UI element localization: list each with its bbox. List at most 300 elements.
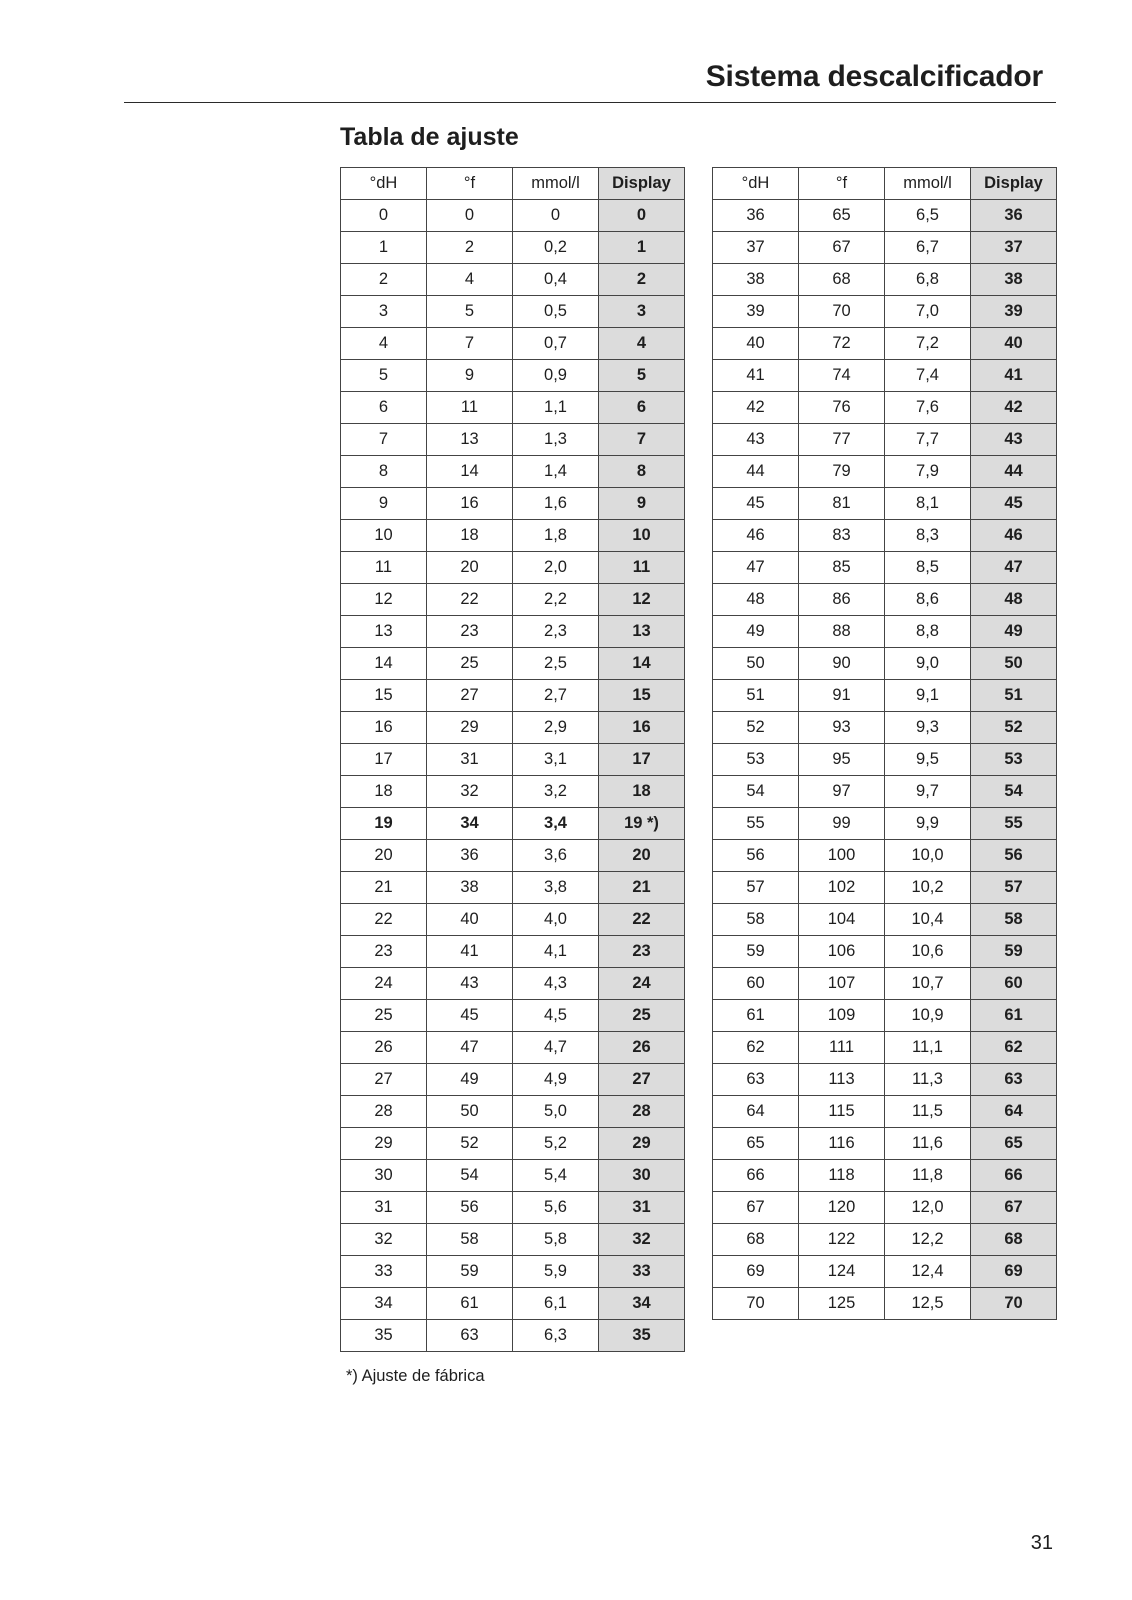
table-row — [713, 200, 1057, 232]
cell-dh: 64 — [713, 1096, 799, 1128]
cell-dh: 14 — [341, 648, 427, 680]
table-row — [341, 360, 685, 392]
cell-mmol: 6,3 — [513, 1320, 599, 1352]
cell-display: 36 — [971, 200, 1057, 232]
cell-f: 91 — [799, 680, 885, 712]
cell-display: 16 — [599, 712, 685, 744]
cell-mmol: 11,3 — [885, 1064, 971, 1096]
cell-dh: 36 — [713, 200, 799, 232]
cell-dh: 3 — [341, 296, 427, 328]
table-row — [341, 1224, 685, 1256]
column-header-display: Display — [971, 168, 1057, 200]
section-title: Tabla de ajuste — [340, 123, 519, 151]
table-row — [341, 840, 685, 872]
cell-f: 52 — [427, 1128, 513, 1160]
cell-dh: 32 — [341, 1224, 427, 1256]
table-row — [713, 1160, 1057, 1192]
table-row — [341, 680, 685, 712]
cell-f: 83 — [799, 520, 885, 552]
cell-mmol: 6,5 — [885, 200, 971, 232]
cell-dh: 55 — [713, 808, 799, 840]
cell-display: 11 — [599, 552, 685, 584]
cell-dh: 68 — [713, 1224, 799, 1256]
cell-mmol: 4,3 — [513, 968, 599, 1000]
cell-display: 56 — [971, 840, 1057, 872]
cell-display: 51 — [971, 680, 1057, 712]
cell-mmol: 6,8 — [885, 264, 971, 296]
cell-f: 74 — [799, 360, 885, 392]
cell-dh: 20 — [341, 840, 427, 872]
cell-dh: 1 — [341, 232, 427, 264]
cell-mmol: 8,8 — [885, 616, 971, 648]
cell-display: 70 — [971, 1288, 1057, 1320]
table-row — [341, 1128, 685, 1160]
cell-mmol: 5,9 — [513, 1256, 599, 1288]
cell-dh: 54 — [713, 776, 799, 808]
cell-f: 113 — [799, 1064, 885, 1096]
table-row — [713, 840, 1057, 872]
cell-mmol: 3,6 — [513, 840, 599, 872]
cell-mmol: 12,4 — [885, 1256, 971, 1288]
cell-dh: 65 — [713, 1128, 799, 1160]
cell-f: 125 — [799, 1288, 885, 1320]
cell-display: 65 — [971, 1128, 1057, 1160]
cell-dh: 0 — [341, 200, 427, 232]
cell-f: 72 — [799, 328, 885, 360]
table-row — [713, 1064, 1057, 1096]
cell-display: 10 — [599, 520, 685, 552]
cell-f: 109 — [799, 1000, 885, 1032]
column-header-mmol: mmol/l — [885, 168, 971, 200]
cell-mmol: 5,6 — [513, 1192, 599, 1224]
table-row — [341, 1192, 685, 1224]
cell-mmol: 0 — [513, 200, 599, 232]
cell-mmol: 2,2 — [513, 584, 599, 616]
table-row — [341, 392, 685, 424]
table-row — [341, 264, 685, 296]
cell-dh: 62 — [713, 1032, 799, 1064]
cell-dh: 37 — [713, 232, 799, 264]
cell-display: 34 — [599, 1288, 685, 1320]
adjustment-table-right — [712, 167, 1057, 1320]
cell-mmol: 0,7 — [513, 328, 599, 360]
cell-mmol: 11,5 — [885, 1096, 971, 1128]
cell-display: 2 — [599, 264, 685, 296]
table-row — [713, 776, 1057, 808]
cell-mmol: 1,8 — [513, 520, 599, 552]
page-header-title: Sistema descalcificador — [705, 60, 1043, 93]
cell-mmol: 10,6 — [885, 936, 971, 968]
cell-f: 47 — [427, 1032, 513, 1064]
cell-f: 49 — [427, 1064, 513, 1096]
cell-dh: 33 — [341, 1256, 427, 1288]
table-row — [713, 456, 1057, 488]
table-row — [713, 968, 1057, 1000]
cell-dh: 8 — [341, 456, 427, 488]
table-row — [341, 808, 685, 840]
cell-f: 54 — [427, 1160, 513, 1192]
column-header-dh: °dH — [713, 168, 799, 200]
table-row — [341, 712, 685, 744]
cell-f: 95 — [799, 744, 885, 776]
cell-f: 27 — [427, 680, 513, 712]
cell-mmol: 0,5 — [513, 296, 599, 328]
cell-dh: 28 — [341, 1096, 427, 1128]
cell-f: 86 — [799, 584, 885, 616]
table-row — [341, 648, 685, 680]
footnote: *) Ajuste de fábrica — [346, 1367, 485, 1385]
cell-f: 120 — [799, 1192, 885, 1224]
cell-dh: 39 — [713, 296, 799, 328]
cell-display: 4 — [599, 328, 685, 360]
cell-dh: 46 — [713, 520, 799, 552]
table-row — [341, 1160, 685, 1192]
cell-f: 61 — [427, 1288, 513, 1320]
table-row — [713, 232, 1057, 264]
table-row — [341, 1064, 685, 1096]
table-row — [713, 328, 1057, 360]
cell-dh: 16 — [341, 712, 427, 744]
cell-dh: 69 — [713, 1256, 799, 1288]
table-row — [713, 648, 1057, 680]
cell-display: 54 — [971, 776, 1057, 808]
cell-display: 8 — [599, 456, 685, 488]
cell-dh: 38 — [713, 264, 799, 296]
header-divider — [124, 102, 1056, 103]
cell-dh: 6 — [341, 392, 427, 424]
cell-display: 39 — [971, 296, 1057, 328]
cell-dh: 57 — [713, 872, 799, 904]
cell-mmol: 0,9 — [513, 360, 599, 392]
cell-f: 97 — [799, 776, 885, 808]
cell-display: 57 — [971, 872, 1057, 904]
cell-f: 11 — [427, 392, 513, 424]
column-header-dh: °dH — [341, 168, 427, 200]
cell-dh: 49 — [713, 616, 799, 648]
cell-mmol: 5,2 — [513, 1128, 599, 1160]
cell-display: 32 — [599, 1224, 685, 1256]
table-row — [341, 296, 685, 328]
table-row — [341, 552, 685, 584]
cell-display: 24 — [599, 968, 685, 1000]
table-row — [713, 296, 1057, 328]
cell-display: 35 — [599, 1320, 685, 1352]
cell-dh: 26 — [341, 1032, 427, 1064]
cell-f: 79 — [799, 456, 885, 488]
cell-f: 22 — [427, 584, 513, 616]
cell-f: 32 — [427, 776, 513, 808]
cell-f: 18 — [427, 520, 513, 552]
cell-display: 27 — [599, 1064, 685, 1096]
table-row — [341, 488, 685, 520]
cell-mmol: 9,3 — [885, 712, 971, 744]
table-row — [341, 200, 685, 232]
cell-f: 85 — [799, 552, 885, 584]
cell-dh: 40 — [713, 328, 799, 360]
cell-display: 68 — [971, 1224, 1057, 1256]
cell-mmol: 9,1 — [885, 680, 971, 712]
cell-f: 77 — [799, 424, 885, 456]
cell-display: 30 — [599, 1160, 685, 1192]
cell-mmol: 12,0 — [885, 1192, 971, 1224]
table-row — [341, 616, 685, 648]
column-header-f: °f — [427, 168, 513, 200]
cell-dh: 9 — [341, 488, 427, 520]
cell-mmol: 4,1 — [513, 936, 599, 968]
cell-f: 99 — [799, 808, 885, 840]
cell-f: 40 — [427, 904, 513, 936]
cell-dh: 15 — [341, 680, 427, 712]
cell-mmol: 2,9 — [513, 712, 599, 744]
cell-display: 37 — [971, 232, 1057, 264]
cell-mmol: 2,7 — [513, 680, 599, 712]
cell-mmol: 8,1 — [885, 488, 971, 520]
cell-mmol: 9,0 — [885, 648, 971, 680]
cell-display: 15 — [599, 680, 685, 712]
table-row — [713, 424, 1057, 456]
cell-mmol: 1,4 — [513, 456, 599, 488]
cell-dh: 17 — [341, 744, 427, 776]
table-row — [713, 264, 1057, 296]
cell-mmol: 2,5 — [513, 648, 599, 680]
cell-mmol: 3,2 — [513, 776, 599, 808]
cell-f: 0 — [427, 200, 513, 232]
cell-display: 49 — [971, 616, 1057, 648]
cell-f: 2 — [427, 232, 513, 264]
table-row — [713, 584, 1057, 616]
cell-dh: 4 — [341, 328, 427, 360]
cell-dh: 70 — [713, 1288, 799, 1320]
table-row — [341, 1256, 685, 1288]
cell-dh: 34 — [341, 1288, 427, 1320]
cell-dh: 45 — [713, 488, 799, 520]
cell-dh: 19 — [341, 808, 427, 840]
cell-display: 0 — [599, 200, 685, 232]
cell-display: 25 — [599, 1000, 685, 1032]
cell-f: 9 — [427, 360, 513, 392]
cell-display: 50 — [971, 648, 1057, 680]
cell-mmol: 4,7 — [513, 1032, 599, 1064]
cell-display: 58 — [971, 904, 1057, 936]
cell-dh: 24 — [341, 968, 427, 1000]
cell-f: 59 — [427, 1256, 513, 1288]
cell-dh: 5 — [341, 360, 427, 392]
cell-mmol: 7,6 — [885, 392, 971, 424]
cell-display: 55 — [971, 808, 1057, 840]
cell-dh: 25 — [341, 1000, 427, 1032]
cell-dh: 52 — [713, 712, 799, 744]
cell-display: 46 — [971, 520, 1057, 552]
cell-dh: 35 — [341, 1320, 427, 1352]
cell-f: 67 — [799, 232, 885, 264]
cell-mmol: 10,2 — [885, 872, 971, 904]
cell-f: 124 — [799, 1256, 885, 1288]
cell-display: 64 — [971, 1096, 1057, 1128]
cell-display: 26 — [599, 1032, 685, 1064]
cell-dh: 44 — [713, 456, 799, 488]
table-row — [713, 872, 1057, 904]
cell-f: 111 — [799, 1032, 885, 1064]
table-row — [341, 744, 685, 776]
cell-dh: 23 — [341, 936, 427, 968]
cell-mmol: 2,3 — [513, 616, 599, 648]
cell-dh: 30 — [341, 1160, 427, 1192]
cell-display: 29 — [599, 1128, 685, 1160]
cell-dh: 27 — [341, 1064, 427, 1096]
cell-dh: 18 — [341, 776, 427, 808]
cell-mmol: 4,5 — [513, 1000, 599, 1032]
cell-display: 53 — [971, 744, 1057, 776]
cell-mmol: 9,5 — [885, 744, 971, 776]
table-header-row — [713, 168, 1057, 200]
cell-f: 31 — [427, 744, 513, 776]
table-row — [713, 1192, 1057, 1224]
cell-mmol: 1,3 — [513, 424, 599, 456]
cell-dh: 60 — [713, 968, 799, 1000]
cell-dh: 2 — [341, 264, 427, 296]
cell-display: 41 — [971, 360, 1057, 392]
table-row — [713, 712, 1057, 744]
cell-display: 20 — [599, 840, 685, 872]
cell-mmol: 6,1 — [513, 1288, 599, 1320]
cell-mmol: 8,6 — [885, 584, 971, 616]
cell-mmol: 1,6 — [513, 488, 599, 520]
cell-f: 20 — [427, 552, 513, 584]
table-row — [713, 552, 1057, 584]
cell-display: 22 — [599, 904, 685, 936]
cell-display: 7 — [599, 424, 685, 456]
cell-mmol: 0,4 — [513, 264, 599, 296]
cell-display: 14 — [599, 648, 685, 680]
cell-display: 69 — [971, 1256, 1057, 1288]
cell-display: 5 — [599, 360, 685, 392]
cell-display: 52 — [971, 712, 1057, 744]
cell-f: 118 — [799, 1160, 885, 1192]
table-row — [341, 584, 685, 616]
cell-f: 13 — [427, 424, 513, 456]
table-row — [713, 936, 1057, 968]
cell-dh: 29 — [341, 1128, 427, 1160]
table-row — [341, 1096, 685, 1128]
cell-display: 19 *) — [599, 808, 685, 840]
cell-mmol: 6,7 — [885, 232, 971, 264]
cell-f: 4 — [427, 264, 513, 296]
cell-dh: 58 — [713, 904, 799, 936]
table-row — [713, 616, 1057, 648]
cell-dh: 7 — [341, 424, 427, 456]
adjustment-table-left — [340, 167, 685, 1352]
table-row — [341, 424, 685, 456]
cell-display: 43 — [971, 424, 1057, 456]
cell-f: 104 — [799, 904, 885, 936]
cell-mmol: 11,6 — [885, 1128, 971, 1160]
cell-mmol: 12,2 — [885, 1224, 971, 1256]
cell-display: 31 — [599, 1192, 685, 1224]
cell-display: 45 — [971, 488, 1057, 520]
cell-mmol: 7,7 — [885, 424, 971, 456]
cell-display: 21 — [599, 872, 685, 904]
cell-display: 66 — [971, 1160, 1057, 1192]
column-header-f: °f — [799, 168, 885, 200]
cell-mmol: 7,2 — [885, 328, 971, 360]
table-row — [713, 808, 1057, 840]
cell-mmol: 5,4 — [513, 1160, 599, 1192]
cell-mmol: 0,2 — [513, 232, 599, 264]
cell-dh: 12 — [341, 584, 427, 616]
cell-f: 23 — [427, 616, 513, 648]
cell-f: 29 — [427, 712, 513, 744]
table-row — [713, 1224, 1057, 1256]
cell-display: 67 — [971, 1192, 1057, 1224]
cell-f: 102 — [799, 872, 885, 904]
cell-dh: 10 — [341, 520, 427, 552]
table-row — [713, 1288, 1057, 1320]
cell-mmol: 2,0 — [513, 552, 599, 584]
cell-f: 63 — [427, 1320, 513, 1352]
table-row — [341, 904, 685, 936]
cell-dh: 47 — [713, 552, 799, 584]
cell-mmol: 1,1 — [513, 392, 599, 424]
cell-display: 28 — [599, 1096, 685, 1128]
cell-display: 40 — [971, 328, 1057, 360]
cell-dh: 61 — [713, 1000, 799, 1032]
cell-mmol: 7,0 — [885, 296, 971, 328]
table-row — [713, 744, 1057, 776]
cell-mmol: 10,4 — [885, 904, 971, 936]
cell-display: 62 — [971, 1032, 1057, 1064]
cell-display: 9 — [599, 488, 685, 520]
cell-display: 44 — [971, 456, 1057, 488]
table-row — [713, 904, 1057, 936]
cell-mmol: 10,7 — [885, 968, 971, 1000]
cell-mmol: 8,3 — [885, 520, 971, 552]
cell-f: 16 — [427, 488, 513, 520]
cell-display: 6 — [599, 392, 685, 424]
table-row — [341, 232, 685, 264]
cell-mmol: 8,5 — [885, 552, 971, 584]
table-row — [341, 776, 685, 808]
cell-display: 47 — [971, 552, 1057, 584]
table-row — [341, 456, 685, 488]
table-row — [713, 1096, 1057, 1128]
cell-mmol: 9,9 — [885, 808, 971, 840]
cell-display: 23 — [599, 936, 685, 968]
cell-f: 70 — [799, 296, 885, 328]
table-row — [713, 392, 1057, 424]
cell-display: 59 — [971, 936, 1057, 968]
cell-f: 76 — [799, 392, 885, 424]
cell-mmol: 3,8 — [513, 872, 599, 904]
cell-dh: 59 — [713, 936, 799, 968]
table-row — [341, 1320, 685, 1352]
cell-display: 38 — [971, 264, 1057, 296]
cell-mmol: 3,4 — [513, 808, 599, 840]
cell-display: 12 — [599, 584, 685, 616]
table-row — [713, 1128, 1057, 1160]
cell-f: 50 — [427, 1096, 513, 1128]
cell-display: 33 — [599, 1256, 685, 1288]
table-row — [713, 1256, 1057, 1288]
table-row — [341, 1000, 685, 1032]
cell-display: 1 — [599, 232, 685, 264]
table-row — [713, 488, 1057, 520]
cell-f: 41 — [427, 936, 513, 968]
cell-display: 61 — [971, 1000, 1057, 1032]
cell-f: 93 — [799, 712, 885, 744]
cell-dh: 21 — [341, 872, 427, 904]
cell-dh: 11 — [341, 552, 427, 584]
cell-display: 17 — [599, 744, 685, 776]
